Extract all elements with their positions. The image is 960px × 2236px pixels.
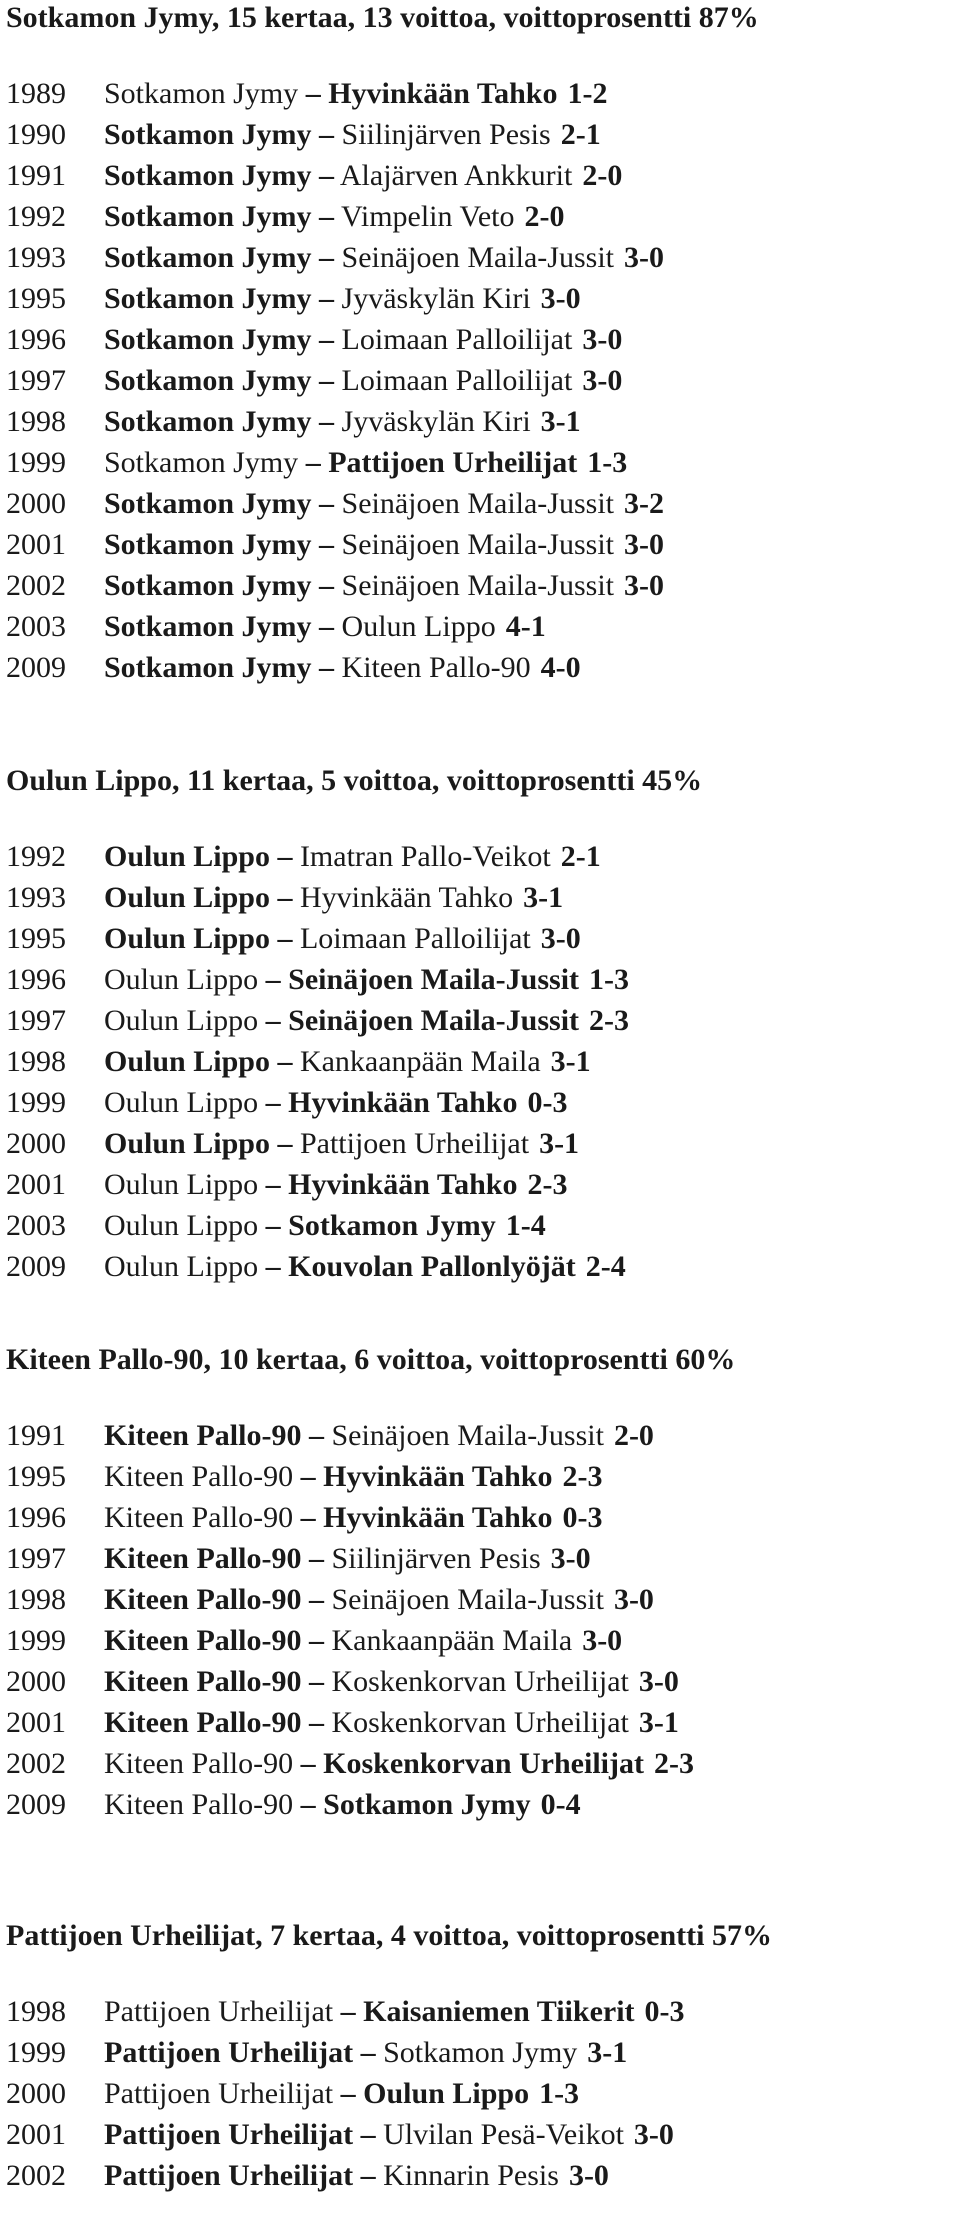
match-year: 2009: [6, 1788, 66, 1821]
home-team: Kiteen Pallo-90: [104, 1665, 302, 1698]
away-team: Jyväskylän Kiri: [341, 405, 531, 438]
away-team: Seinäjoen Maila-Jussit: [341, 569, 614, 602]
home-team: Sotkamon Jymy: [104, 487, 312, 520]
match-year: 1998: [6, 1045, 66, 1078]
match-score: 3-0: [550, 1542, 591, 1575]
match-row: [6, 155, 759, 196]
match-score: 4-1: [505, 610, 546, 643]
match-score: 3-0: [633, 2118, 674, 2151]
match-score: 3-0: [540, 282, 581, 315]
away-team: Ulvilan Pesä-Veikot: [383, 2118, 624, 2151]
match-score: 3-0: [582, 323, 623, 356]
match-year: 1993: [6, 881, 66, 914]
section-heading: Oulun Lippo, 11 kertaa, 5 voittoa, voittoprosentti 45%: [6, 764, 703, 797]
team-separator: –: [319, 487, 335, 520]
match-year: 2009: [6, 651, 66, 684]
match-year: 1998: [6, 1583, 66, 1616]
match-year: 1997: [6, 1004, 66, 1037]
match-year: 1997: [6, 1542, 66, 1575]
match-row: [6, 196, 759, 237]
home-team: Sotkamon Jymy: [104, 364, 312, 397]
team-separator: –: [277, 1045, 293, 1078]
match-row: [6, 360, 759, 401]
team-separator: –: [340, 1995, 356, 2028]
home-team: Kiteen Pallo-90: [104, 1501, 294, 1534]
team-separator: –: [308, 1706, 324, 1739]
match-row: [6, 114, 759, 155]
home-team: Kiteen Pallo-90: [104, 1788, 294, 1821]
match-year: 1999: [6, 1624, 66, 1657]
away-team: Sotkamon Jymy: [323, 1788, 531, 1821]
match-row: [6, 237, 759, 278]
match-year: 2001: [6, 2118, 66, 2151]
section-kiteen-pallo-90: [6, 1342, 735, 1825]
team-separator: –: [319, 241, 335, 274]
home-team: Kiteen Pallo-90: [104, 1624, 302, 1657]
home-team: Pattijoen Urheilijat: [104, 2036, 354, 2069]
home-team: Oulun Lippo: [104, 1168, 259, 1201]
match-year: 1993: [6, 241, 66, 274]
home-team: Oulun Lippo: [104, 881, 270, 914]
away-team: Seinäjoen Maila-Jussit: [331, 1583, 604, 1616]
away-team: Koskenkorvan Urheilijat: [331, 1665, 629, 1698]
match-row: [6, 1538, 735, 1579]
team-separator: –: [305, 446, 321, 479]
away-team: Kaisaniemen Tiikerit: [363, 1995, 635, 2028]
match-row: [6, 524, 759, 565]
match-row: [6, 483, 759, 524]
match-score: 0-4: [540, 1788, 581, 1821]
away-team: Kiteen Pallo-90: [341, 651, 531, 684]
away-team: Vimpelin Veto: [341, 200, 515, 233]
match-year: 2001: [6, 1168, 66, 1201]
match-year: 1999: [6, 2036, 66, 2069]
team-separator: –: [308, 1583, 324, 1616]
match-score: 3-0: [638, 1665, 679, 1698]
match-score: 3-0: [540, 922, 581, 955]
match-score: 2-1: [560, 840, 601, 873]
match-row: [6, 278, 759, 319]
team-separator: –: [308, 1542, 324, 1575]
home-team: Oulun Lippo: [104, 1127, 270, 1160]
match-row: [6, 319, 759, 360]
match-row: [6, 1246, 702, 1287]
home-team: Pattijoen Urheilijat: [104, 2159, 354, 2192]
match-row: [6, 442, 759, 483]
away-team: Siilinjärven Pesis: [331, 1542, 541, 1575]
home-team: Sotkamon Jymy: [104, 200, 312, 233]
match-score: 3-0: [624, 569, 664, 602]
match-year: 2001: [6, 528, 66, 561]
away-team: Siilinjärven Pesis: [341, 118, 551, 151]
home-team: Sotkamon Jymy: [104, 405, 312, 438]
team-separator: –: [300, 1460, 316, 1493]
match-year: 1995: [6, 282, 66, 315]
match-score: 1-3: [587, 446, 628, 479]
home-team: Kiteen Pallo-90: [104, 1706, 302, 1739]
team-separator: –: [277, 1127, 293, 1160]
home-team: Oulun Lippo: [104, 1209, 259, 1242]
match-score: 3-1: [539, 1127, 580, 1160]
team-separator: –: [319, 323, 335, 356]
away-team: Seinäjoen Maila-Jussit: [341, 487, 614, 520]
match-year: 2003: [6, 1209, 66, 1242]
home-team: Sotkamon Jymy: [104, 118, 312, 151]
match-year: 1991: [6, 1419, 66, 1452]
match-year: 2002: [6, 569, 66, 602]
home-team: Sotkamon Jymy: [104, 651, 312, 684]
away-team: Loimaan Palloilijat: [341, 323, 573, 356]
match-score: 3-0: [582, 1624, 623, 1657]
match-score: 2-3: [527, 1168, 568, 1201]
section-oulun-lippo: [6, 763, 702, 1287]
match-year: 2009: [6, 1250, 66, 1283]
away-team: Hyvinkään Tahko: [288, 1168, 518, 1201]
match-row: [6, 1164, 702, 1205]
team-separator: –: [277, 840, 293, 873]
home-team: Kiteen Pallo-90: [104, 1747, 294, 1780]
home-team: Oulun Lippo: [104, 1250, 259, 1283]
home-team: Kiteen Pallo-90: [104, 1583, 302, 1616]
match-row: [6, 647, 759, 688]
away-team: Pattijoen Urheilijat: [299, 1127, 530, 1160]
home-team: Kiteen Pallo-90: [104, 1419, 302, 1452]
team-separator: –: [319, 610, 335, 643]
match-row: [6, 1579, 735, 1620]
match-score: 2-4: [585, 1250, 626, 1283]
team-separator: –: [319, 282, 335, 315]
match-row: [6, 1661, 735, 1702]
away-team: Sotkamon Jymy: [383, 2036, 578, 2069]
match-year: 1998: [6, 405, 66, 438]
match-list: [6, 1415, 735, 1825]
home-team: Sotkamon Jymy: [104, 446, 299, 479]
section-heading: Kiteen Pallo-90, 10 kertaa, 6 voittoa, voittoprosentti 60%: [6, 1343, 736, 1376]
team-separator: –: [277, 881, 293, 914]
team-separator: –: [265, 1004, 281, 1037]
match-row: [6, 2073, 772, 2114]
team-separator: –: [265, 1086, 281, 1119]
match-row: [6, 1415, 735, 1456]
match-year: 2000: [6, 1665, 66, 1698]
home-team: Sotkamon Jymy: [104, 528, 312, 561]
match-year: 1997: [6, 364, 66, 397]
match-year: 2001: [6, 1706, 66, 1739]
away-team: Kinnarin Pesis: [383, 2159, 559, 2192]
away-team: Seinäjoen Maila-Jussit: [288, 1004, 580, 1037]
match-row: [6, 836, 702, 877]
home-team: Oulun Lippo: [104, 840, 270, 873]
match-year: 1989: [6, 77, 66, 110]
match-year: 1990: [6, 118, 66, 151]
section-sotkamon-jymy: [6, 0, 759, 688]
match-score: 2-0: [582, 159, 623, 192]
away-team: Jyväskylän Kiri: [341, 282, 531, 315]
team-separator: –: [308, 1419, 324, 1452]
match-score: 2-1: [560, 118, 601, 151]
match-row: [6, 565, 759, 606]
match-score: 2-3: [562, 1460, 603, 1493]
match-row: [6, 1205, 702, 1246]
team-separator: –: [308, 1624, 324, 1657]
match-score: 3-1: [540, 405, 581, 438]
match-score: 2-3: [654, 1747, 694, 1780]
team-separator: –: [319, 405, 335, 438]
match-score: 0-3: [562, 1501, 603, 1534]
match-row: [6, 73, 759, 114]
match-year: 1992: [6, 200, 66, 233]
match-year: 1995: [6, 1460, 66, 1493]
team-separator: –: [319, 118, 335, 151]
match-score: 1-3: [589, 963, 630, 996]
team-separator: –: [319, 528, 335, 561]
team-separator: –: [300, 1747, 316, 1780]
home-team: Kiteen Pallo-90: [104, 1460, 294, 1493]
team-separator: –: [360, 2159, 376, 2192]
match-score: 3-0: [624, 528, 664, 561]
match-year: 1991: [6, 159, 66, 192]
away-team: Alajärven Ankkurit: [339, 159, 573, 192]
match-row: [6, 877, 702, 918]
match-score: 3-1: [523, 881, 564, 914]
match-year: 1995: [6, 922, 66, 955]
match-row: [6, 1082, 702, 1123]
match-score: 3-2: [624, 487, 664, 520]
away-team: Hyvinkään Tahko: [299, 881, 514, 914]
match-score: 4-0: [540, 651, 581, 684]
away-team: Imatran Pallo-Veikot: [299, 840, 551, 873]
away-team: Seinäjoen Maila-Jussit: [341, 528, 614, 561]
team-separator: –: [265, 1168, 281, 1201]
match-year: 1996: [6, 323, 66, 356]
team-separator: –: [360, 2036, 376, 2069]
team-separator: –: [319, 200, 335, 233]
team-separator: –: [265, 963, 281, 996]
team-separator: –: [319, 159, 335, 192]
team-separator: –: [319, 364, 335, 397]
match-score: 1-3: [539, 2077, 580, 2110]
team-separator: –: [265, 1209, 281, 1242]
away-team: Kankaanpään Maila: [331, 1624, 573, 1657]
team-separator: –: [277, 922, 293, 955]
match-row: [6, 1041, 702, 1082]
home-team: Sotkamon Jymy: [104, 159, 312, 192]
match-row: [6, 1123, 702, 1164]
match-year: 2000: [6, 2077, 66, 2110]
away-team: Loimaan Palloilijat: [341, 364, 573, 397]
match-year: 1999: [6, 446, 66, 479]
home-team: Oulun Lippo: [104, 922, 270, 955]
match-year: 2000: [6, 487, 66, 520]
match-year: 2002: [6, 1747, 66, 1780]
away-team: Hyvinkään Tahko: [288, 1086, 518, 1119]
team-separator: –: [319, 651, 335, 684]
match-year: 1992: [6, 840, 66, 873]
match-score: 1-4: [505, 1209, 546, 1242]
match-row: [6, 1784, 735, 1825]
away-team: Loimaan Palloilijat: [299, 922, 531, 955]
section-pattijoen-urheilijat: [6, 1918, 772, 2196]
home-team: Oulun Lippo: [104, 1045, 270, 1078]
match-row: [6, 1620, 735, 1661]
away-team: Hyvinkään Tahko: [323, 1460, 553, 1493]
match-score: 2-0: [613, 1419, 654, 1452]
section-heading: Sotkamon Jymy, 15 kertaa, 13 voittoa, voittoprosentti 87%: [6, 1, 759, 34]
home-team: Pattijoen Urheilijat: [104, 1995, 334, 2028]
match-score: 3-1: [587, 2036, 628, 2069]
match-row: [6, 959, 702, 1000]
match-score: 3-0: [582, 364, 623, 397]
away-team: Pattijoen Urheilijat: [328, 446, 578, 479]
team-separator: –: [308, 1665, 324, 1698]
match-score: 3-0: [624, 241, 664, 274]
team-separator: –: [265, 1250, 281, 1283]
team-separator: –: [305, 77, 321, 110]
home-team: Oulun Lippo: [104, 1004, 259, 1037]
home-team: Pattijoen Urheilijat: [104, 2118, 354, 2151]
team-separator: –: [300, 1788, 316, 1821]
match-score: 1-2: [567, 77, 608, 110]
match-score: 2-0: [524, 200, 565, 233]
match-score: 0-3: [644, 1995, 685, 2028]
match-list: [6, 73, 759, 688]
home-team: Sotkamon Jymy: [104, 241, 312, 274]
match-row: [6, 2032, 772, 2073]
team-separator: –: [360, 2118, 376, 2151]
match-year: 1996: [6, 963, 66, 996]
home-team: Sotkamon Jymy: [104, 77, 299, 110]
away-team: Oulun Lippo: [341, 610, 496, 643]
match-row: [6, 2155, 772, 2196]
away-team: Hyvinkään Tahko: [328, 77, 558, 110]
match-score: 0-3: [527, 1086, 568, 1119]
match-score: 3-1: [550, 1045, 591, 1078]
match-score: 3-0: [568, 2159, 609, 2192]
home-team: Sotkamon Jymy: [104, 569, 312, 602]
match-score: 3-1: [638, 1706, 679, 1739]
match-row: [6, 1743, 735, 1784]
match-year: 1998: [6, 1995, 66, 2028]
away-team: Sotkamon Jymy: [288, 1209, 496, 1242]
match-year: 2002: [6, 2159, 66, 2192]
match-score: 2-3: [589, 1004, 630, 1037]
away-team: Seinäjoen Maila-Jussit: [331, 1419, 604, 1452]
home-team: Sotkamon Jymy: [104, 610, 312, 643]
match-row: [6, 1991, 772, 2032]
match-row: [6, 1456, 735, 1497]
match-row: [6, 1702, 735, 1743]
match-list: [6, 1991, 772, 2196]
match-year: 2003: [6, 610, 66, 643]
match-list: [6, 836, 702, 1287]
team-separator: –: [300, 1501, 316, 1534]
team-separator: –: [319, 569, 335, 602]
away-team: Kouvolan Pallonlyöjät: [288, 1250, 576, 1283]
match-year: 1999: [6, 1086, 66, 1119]
away-team: Seinäjoen Maila-Jussit: [341, 241, 614, 274]
match-row: [6, 1000, 702, 1041]
home-team: Sotkamon Jymy: [104, 323, 312, 356]
away-team: Oulun Lippo: [363, 2077, 530, 2110]
home-team: Oulun Lippo: [104, 963, 259, 996]
match-row: [6, 2114, 772, 2155]
away-team: Seinäjoen Maila-Jussit: [288, 963, 580, 996]
away-team: Hyvinkään Tahko: [323, 1501, 553, 1534]
away-team: Koskenkorvan Urheilijat: [331, 1706, 629, 1739]
match-row: [6, 401, 759, 442]
match-year: 2000: [6, 1127, 66, 1160]
match-score: 3-0: [613, 1583, 654, 1616]
home-team: Kiteen Pallo-90: [104, 1542, 302, 1575]
home-team: Pattijoen Urheilijat: [104, 2077, 334, 2110]
home-team: Oulun Lippo: [104, 1086, 259, 1119]
section-heading: Pattijoen Urheilijat, 7 kertaa, 4 voittoa, voittoprosentti 57%: [6, 1919, 772, 1952]
home-team: Sotkamon Jymy: [104, 282, 312, 315]
team-separator: –: [340, 2077, 356, 2110]
match-year: 1996: [6, 1501, 66, 1534]
away-team: Koskenkorvan Urheilijat: [323, 1747, 644, 1780]
match-row: [6, 918, 702, 959]
away-team: Kankaanpään Maila: [299, 1045, 541, 1078]
match-row: [6, 1497, 735, 1538]
match-row: [6, 606, 759, 647]
